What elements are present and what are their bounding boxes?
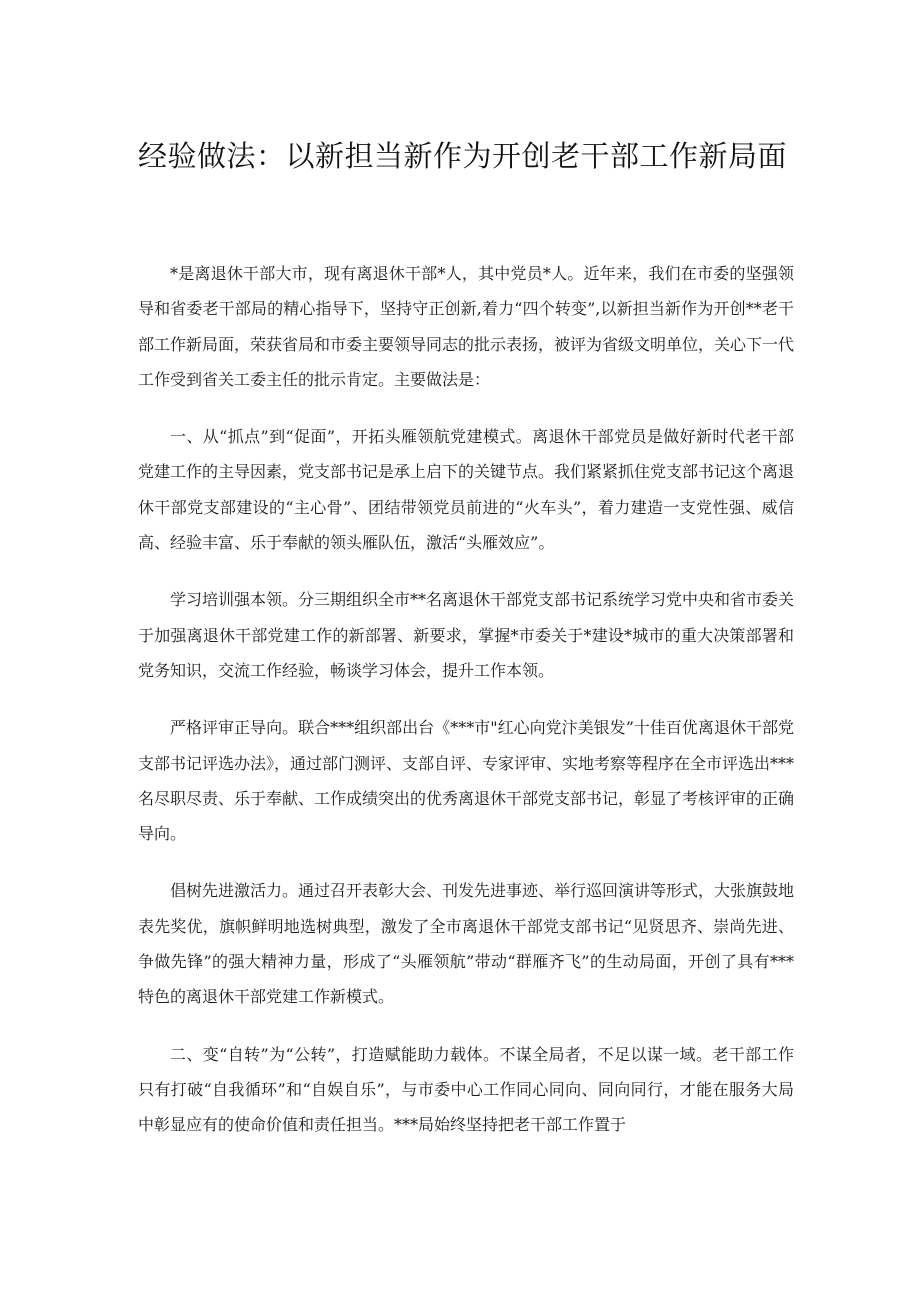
document-title: 经验做法：以新担当新作为开创老干部工作新局面 bbox=[138, 139, 788, 173]
paragraph-study-training: 学习培训强本领。分三期组织全市**名离退休干部党支部书记系统学习党中央和省市委关于加强离退休干部党建工作的新部署、新要求，掌握*市委关于*建设*城市的重大决策部署和党务知识，交流工作经验，畅谈学习体会，提升工作本领。 bbox=[138, 590, 795, 680]
document-body bbox=[138, 256, 794, 1165]
paragraph-advanced-examples: 倡树先进激活力。通过召开表彰大会、刊发先进事迹、举行巡回演讲等形式，大张旗鼓地表先奖优，旗帜鲜明地选树典型，激发了全市离退休干部党支部书记“见贤思齐、崇尚先进、争做先锋”的强大精神力量，形成了“头雁领航”带动“群雁齐飞”的生动局面，开创了具有***特色的离退休干部党建工作新模式。 bbox=[138, 881, 795, 1007]
paragraph-section-two: 二、变“自转”为“公转”，打造赋能助力载体。不谋全局者，不足以谋一域。老干部工作只有打破“自我循环”和“自娱自乐”，与市委中心工作同心同向、同向同行，才能在服务大局中彰显应有的使命价值和责任担当。***局始终坚持把老干部工作置于 bbox=[138, 1044, 794, 1135]
paragraph-section-one: 一、从“抓点”到“促面”，开拓头雁领航党建模式。离退休干部党员是做好新时代老干部党建工作的主导因素，党支部书记是承上启下的关键节点。我们紧紧抓住党支部书记这个离退休干部党支部建设的“主心骨”、团结带领党员前进的“火车头”，着力建造一支党性强、威信高、经验丰富、乐于奉献的领头雁队伍，激活“头雁效应”。 bbox=[138, 427, 795, 553]
paragraph-intro: *是离退休干部大市，现有离退休干部*人，其中党员*人。近年来，我们在市委的坚强领导和省委老干部局的精心指导下，坚持守正创新,着力“四个转变”,以新担当新作为开创**老干部工作新局面，荣获省局和市委主要领导同志的批示表扬，被评为省级文明单位，关心下一代工作受到省关工委主任的批示肯定。主要做法是： bbox=[138, 264, 795, 389]
paragraph-strict-review: 严格评审正导向。联合***组织部出台《***市"红心向党汴美银发”十佳百优离退休干部党支部书记评选办法》，通过部门测评、支部自评、专家评审、实地考察等程序在全市评选出***名尽职尽责、乐于奉献、工作成绩突出的优秀离退休干部党支部书记，彰显了考核评审的正确导向。 bbox=[138, 718, 795, 844]
